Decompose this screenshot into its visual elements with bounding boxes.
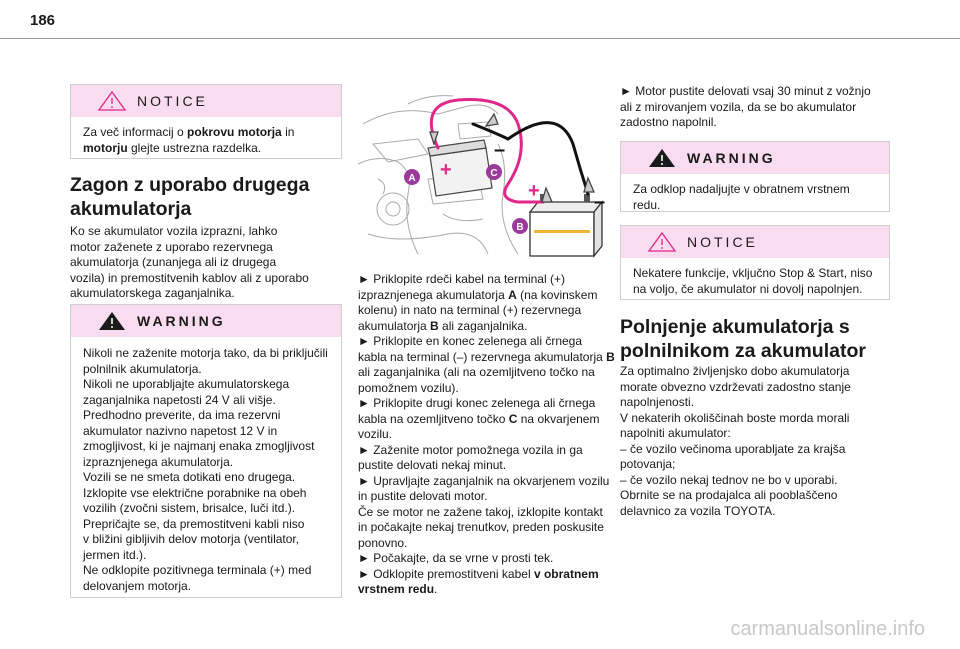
notice-body (621, 258, 889, 305)
text-run: ponovno. (358, 535, 408, 550)
text-run: ► Zaženite motor pomožnega vozila in ga (358, 442, 583, 457)
top-divider (0, 38, 960, 39)
step-line (358, 458, 628, 474)
notice-icon (647, 231, 677, 253)
text-line: Obrnite se na prodajalca ali pooblaščeno (620, 488, 838, 502)
step-line (358, 474, 628, 490)
text-run: pustite delovati nekaj minut. (358, 458, 507, 472)
text-line: Vozili se ne smeta dotikati eno drugega. (83, 470, 296, 484)
jump-start-illustration (358, 84, 620, 260)
minus-sign-right: – (594, 191, 606, 213)
notice-text: Za več informacij o (83, 125, 188, 139)
notice-text: in (281, 125, 295, 139)
warning-icon (647, 147, 677, 169)
warning-box-jump-start (70, 304, 342, 598)
text-run: in počakajte nekaj trenutkov, preden poskusite (358, 520, 604, 534)
text-run: na okvarjenem (517, 411, 600, 426)
text-line: polnilnik akumulatorja. (83, 361, 202, 376)
text-line: jermen itd.). (83, 547, 147, 562)
warning-header (71, 305, 341, 337)
text-line: zmogljivost, ki je najmanj enaka zmogljivost (83, 439, 315, 453)
text-line: napolniti akumulator: (620, 426, 731, 440)
heading-line: Polnjenje akumulatorja s (620, 316, 850, 338)
warning-icon (97, 310, 127, 332)
label-a: A (408, 173, 416, 184)
text-line: vozilih (zvočni sistem, brisalce, luči itd.). (83, 501, 296, 515)
text-line: motor zaženete z uporabo rezervnega (70, 239, 273, 254)
step-line (358, 489, 628, 505)
text-line: delavnico za vozila TOYOTA. (620, 503, 776, 518)
text-run: (na kovinskem (516, 287, 598, 302)
text-run-bold: vrstnem redu (358, 582, 435, 596)
step-line (358, 319, 628, 335)
step-line (358, 350, 628, 366)
step-line (358, 582, 628, 598)
notice-text: glejte ustrezna razdelka. (127, 140, 262, 155)
text-run-bold: v obratnem (533, 566, 599, 581)
text-run: ► Odklopite premostitveni kabel (358, 566, 534, 581)
step-line (358, 303, 628, 319)
step-line (358, 551, 628, 567)
text-run: ► Priklopite en konec zelenega ali črnega (358, 334, 583, 348)
plus-sign-a: + (440, 159, 452, 181)
jump-start-intro (70, 224, 350, 302)
text-line: Izklopite vse električne porabnike na obeh (83, 485, 307, 500)
text-run: . (434, 582, 438, 596)
minus-sign-top: – (494, 139, 506, 161)
text-line: ► Motor pustite delovati vsaj 30 minut z vožnjo (620, 84, 871, 98)
text-line: Prepričajte se, da premostitveni kabli niso (83, 516, 305, 531)
text-line: akumulatorja (zunanjega ali iz drugega (70, 255, 277, 269)
text-line: Nikoli ne zaženite motorja tako, da bi priključili (83, 346, 328, 360)
text-run: ► Počakajte, da se vrne v prosti tek. (358, 551, 554, 565)
text-line: – če vozilo nekaj tednov ne bo v uporabi. (620, 472, 838, 487)
text-line: Ne odklopite pozitivnega terminala (+) med (83, 563, 312, 577)
step-line (358, 381, 628, 397)
text-run: in pustite delovati motor. (358, 489, 488, 503)
step-line (358, 520, 628, 536)
text-line: v bližini gibljivih delov motorja (ventilator, (83, 532, 300, 546)
step-line (358, 396, 628, 412)
charging-body (620, 364, 900, 519)
text-line: Nekatere funkcije, vključno Stop & Start, niso (633, 266, 873, 280)
text-line: na voljo, če akumulator ni dovolj napolnjen. (633, 281, 863, 296)
text-line: Nikoli ne uporabljajte akumulatorskega (83, 377, 290, 391)
text-run: akumulatorja (358, 318, 431, 333)
heading-line: akumulatorja (70, 198, 192, 220)
section-heading-jump-start (70, 173, 345, 221)
notice-bold-engine-cover: pokrovu motorja (187, 125, 282, 139)
warning-body (621, 174, 889, 221)
text-run: ► Priklopite drugi konec zelenega ali črnega (358, 396, 596, 410)
label-c: C (490, 168, 498, 179)
text-run: kabla na ozemljitveno točko (358, 411, 509, 426)
text-line: napolnjenosti. (620, 395, 695, 409)
run-engine-note (620, 84, 895, 131)
footer-watermark: carmanualsonline.info (730, 618, 925, 640)
notice-icon (97, 90, 127, 112)
label-b: B (516, 222, 524, 233)
text-line: izpraznjenega akumulatorja. (83, 454, 234, 469)
text-run-bold: C (508, 411, 518, 426)
notice-body (71, 117, 341, 164)
step-line (358, 272, 628, 288)
step-line (358, 536, 628, 552)
text-run: pomožnem vozilu). (358, 380, 459, 395)
text-line: V nekaterih okoliščinah boste morda morali (620, 410, 850, 425)
text-run-bold: B (430, 318, 439, 333)
step-line (358, 365, 628, 381)
text-line: akumulatorskega zaganjalnika. (70, 286, 235, 300)
text-run-bold: B (606, 349, 615, 364)
step-line (358, 427, 628, 443)
warning-header (621, 142, 889, 174)
text-line: morate obvezno vzdrževati zadostno stanje (620, 379, 851, 394)
notice-bold-engine: motorju (83, 140, 128, 155)
notice-box-stop-start (620, 225, 890, 300)
text-line: akumulator nazivno napetost 12 V in (83, 423, 278, 438)
notice-header (71, 85, 341, 117)
text-line: redu. (633, 197, 661, 212)
notice-label: NOTICE (687, 234, 758, 250)
text-line: Predhodno preverite, da ima rezervni (83, 408, 281, 422)
text-run: izpraznjenega akumulatorja (358, 287, 509, 302)
text-run: ali zaganjalnika. (438, 318, 528, 333)
text-run: ► Upravljajte zaganjalnik na okvarjenem vozilu (358, 473, 610, 488)
step-line (358, 334, 628, 350)
text-run: vozilu. (358, 427, 393, 441)
text-line: potovanja; (620, 457, 676, 471)
text-line: Za optimalno življenjsko dobo akumulatorja (620, 364, 850, 378)
notice-label: NOTICE (137, 93, 208, 109)
text-line: vozila) in premostitvenih kablov ali z uporabo (70, 270, 309, 285)
heading-line: polnilnikom za akumulator (620, 340, 866, 362)
plus-sign-b: + (528, 180, 540, 202)
text-run-bold: A (508, 287, 517, 302)
text-line: Za odklop nadaljujte v obratnem vrstnem (633, 182, 850, 196)
notice-box-engine-cover (70, 84, 342, 159)
text-line: delovanjem motorja. (83, 578, 192, 593)
warning-box-disconnect (620, 141, 890, 212)
text-line: zaganjalnika napetosti 24 V ali višje. (83, 392, 276, 407)
notice-header (621, 226, 889, 258)
warning-label: WARNING (137, 313, 226, 329)
text-run: ► Priklopite rdeči kabel na terminal (+) (358, 272, 565, 286)
heading-line: Zagon z uporabo drugega (70, 174, 310, 196)
warning-label: WARNING (687, 150, 776, 166)
text-line: zadostno napolnil. (620, 115, 717, 129)
text-line: Ko se akumulator vozila izprazni, lahko (70, 224, 278, 238)
step-line (358, 412, 628, 428)
step-line (358, 288, 628, 304)
step-line (358, 567, 628, 583)
text-line: – če vozilo večinoma uporabljate za krajša (620, 441, 846, 456)
text-run: Če se motor ne zažene takoj, izklopite kontakt (358, 504, 603, 519)
jump-start-steps (358, 272, 628, 598)
page-number: 186 (30, 12, 56, 29)
text-run: kolenu) in nato na terminal (+) rezervnega (358, 303, 582, 317)
section-heading-charging (620, 315, 905, 363)
step-line (358, 505, 628, 521)
text-line: ali z mirovanjem vozila, da se bo akumulator (620, 99, 857, 114)
text-run: kabla na terminal (–) rezervnega akumulatorja (358, 349, 607, 364)
warning-body (71, 337, 341, 602)
text-run: ali zaganjalnika (ali na ozemljitveno točko na (358, 365, 595, 379)
step-line (358, 443, 628, 459)
